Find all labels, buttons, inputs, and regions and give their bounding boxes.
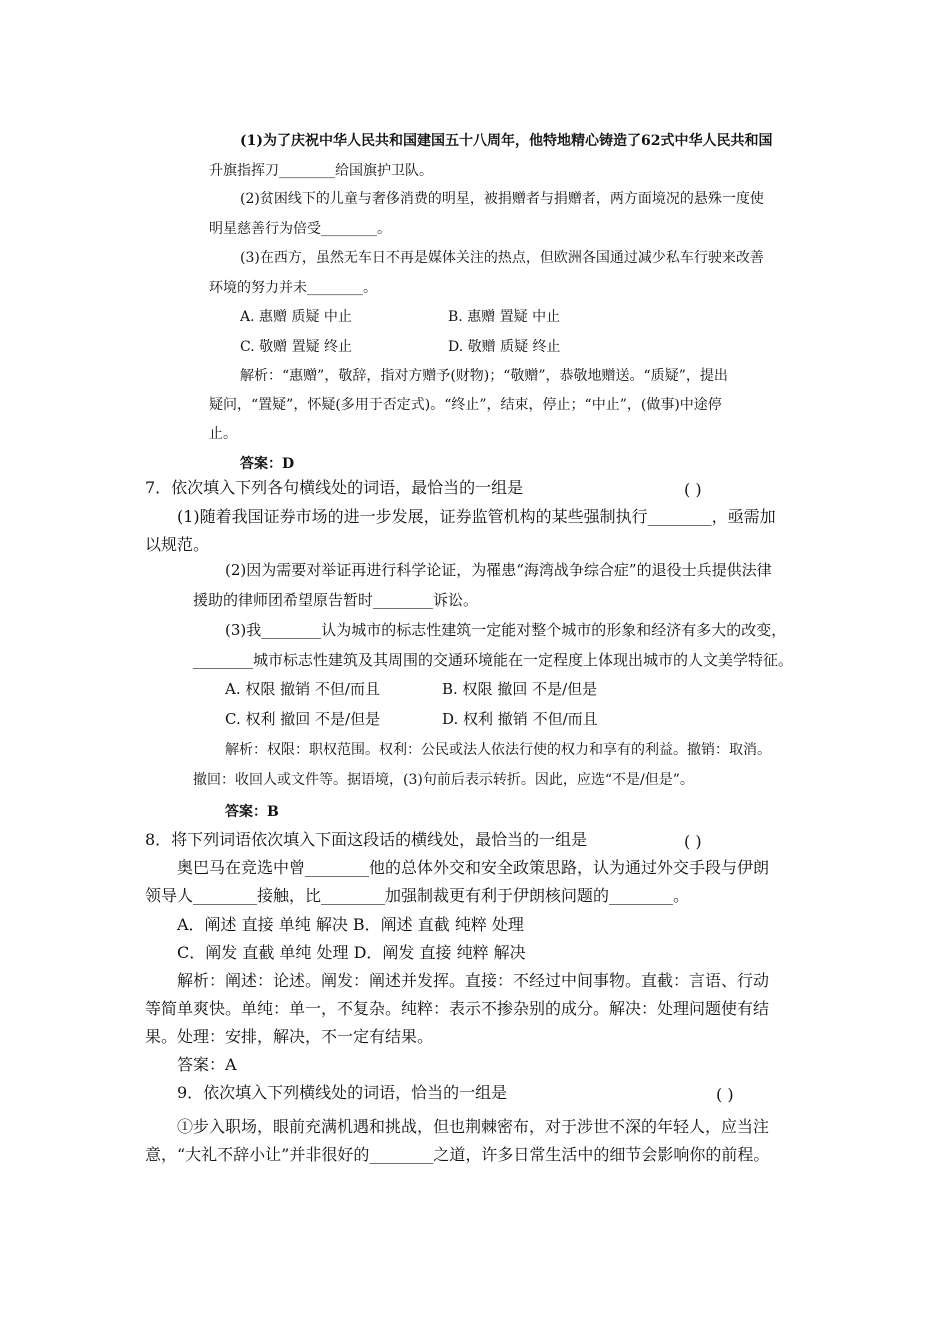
q7-sentence-1-line-2: 以规范。 (145, 535, 210, 554)
q9-sentence-1-line-2: 意，“大礼不辞小让”并非很好的________之道，许多日常生活中的细节会影响你的前程。 (145, 1145, 770, 1164)
q8-answer-paren: ( ) (684, 832, 702, 851)
q9-stem: 9．依次填入下列横线处的词语，恰当的一组是 (177, 1083, 508, 1102)
q6-option-b: B. 惠赠 置疑 中止 (448, 309, 561, 325)
q8-passage-line-1: 奥巴马在竞选中曾________他的总体外交和安全政策思路，认为通过外交手段与伊朗 (177, 858, 770, 877)
q6-sentence-3-line-1: (3)在西方，虽然无车日不再是媒体关注的热点，但欧洲各国通过减少私车行驶来改善 (240, 250, 764, 266)
q7-sentence-2-line-2: 援助的律师团希望原告暂时________诉讼。 (193, 591, 479, 609)
q8-analysis-line-2: 等简单爽快。单纯：单一，不复杂。纯粹：表示不掺杂别的成分。解决：处理问题使有结 (145, 999, 770, 1018)
q6-analysis-line-2: 疑问，“置疑”，怀疑(多用于否定式)。“终止”，结束，停止；“中止”，(做事)中途停 (209, 397, 722, 413)
q8-answer: 答案：A (177, 1055, 237, 1074)
q7-option-c: C. 权利 撤回 不是/但是 (225, 710, 381, 728)
q7-stem: 7．依次填入下列各句横线处的词语，最恰当的一组是 (145, 478, 524, 497)
q8-passage-line-2: 领导人________接触，比________加强制裁更有利于伊朗核问题的________。 (145, 886, 690, 905)
q6-sentence-2-line-1: (2)贫困线下的儿童与奢侈消费的明星，被捐赠者与捐赠者，两方面境况的悬殊一度使 (240, 191, 764, 207)
q8-stem: 8．将下列词语依次填入下面这段话的横线处，最恰当的一组是 (145, 830, 588, 849)
q7-analysis-line-2: 撤回：收回人或文件等。据语境，(3)句前后表示转折。因此，应选“不是/但是”。 (193, 772, 694, 788)
q6-option-a: A. 惠赠 质疑 中止 (240, 309, 352, 325)
q7-option-b: B. 权限 撤回 不是/但是 (442, 680, 598, 698)
q8-options-ab: A．阐述 直接 单纯 解决 B．阐述 直截 纯粹 处理 (177, 915, 524, 934)
q6-analysis-line-3: 止。 (209, 426, 237, 442)
q9-sentence-1-line-1: ①步入职场，眼前充满机遇和挑战，但也荆棘密布，对于涉世不深的年轻人，应当注 (177, 1117, 770, 1136)
q6-sentence-2-line-2: 明星慈善行为倍受________。 (209, 221, 391, 237)
q8-options-cd: C．阐发 直截 单纯 处理 D．阐发 直接 纯粹 解决 (177, 943, 526, 962)
q7-answer-paren: ( ) (684, 480, 702, 499)
q6-answer: 答案：D (240, 456, 295, 472)
q7-sentence-1-line-1: (1)随着我国证券市场的进一步发展，证券监管机构的某些强制执行________，亟需加 (177, 507, 776, 526)
q6-sentence-1-line-2: 升旗指挥刀________给国旗护卫队。 (209, 163, 433, 179)
q7-sentence-3-line-1: (3)我________认为城市的标志性建筑一定能对整个城市的形象和经济有多大的改变， (225, 621, 787, 639)
q7-analysis-line-1: 解析：权限：职权范围。权利：公民或法人依法行使的权力和享有的利益。撤销：取消。 (225, 742, 771, 758)
q7-sentence-3-line-2: ________城市标志性建筑及其周围的交通环境能在一定程度上体现出城市的人文美学特征。 (193, 651, 794, 669)
q8-analysis-line-1: 解析：阐述：论述。阐发：阐述并发挥。直接：不经过中间事物。直截：言语、行动 (177, 971, 770, 990)
q6-option-c: C. 敬赠 置疑 终止 (240, 339, 353, 355)
q7-answer: 答案：B (225, 804, 279, 820)
q6-sentence-1-line-1: (1)为了庆祝中华人民共和国建国五十八周年，他特地精心铸造了62式中华人民共和国 (240, 133, 773, 149)
q8-analysis-line-3: 果。处理：安排，解决，不一定有结果。 (145, 1027, 434, 1046)
q7-option-d: D. 权利 撤销 不但/而且 (442, 710, 598, 728)
q6-sentence-3-line-2: 环境的努力并未________。 (209, 280, 377, 296)
q6-analysis-line-1: 解析：“惠赠”，敬辞，指对方赠予(财物)；“敬赠”，恭敬地赠送。“质疑”，提出 (240, 368, 728, 384)
q9-answer-paren: ( ) (716, 1085, 734, 1104)
q7-option-a: A. 权限 撤销 不但/而且 (225, 680, 380, 698)
q6-option-d: D. 敬赠 质疑 终止 (448, 339, 561, 355)
q7-sentence-2-line-1: (2)因为需要对举证再进行科学论证，为罹患“海湾战争综合症”的退役士兵提供法律 (225, 561, 772, 579)
